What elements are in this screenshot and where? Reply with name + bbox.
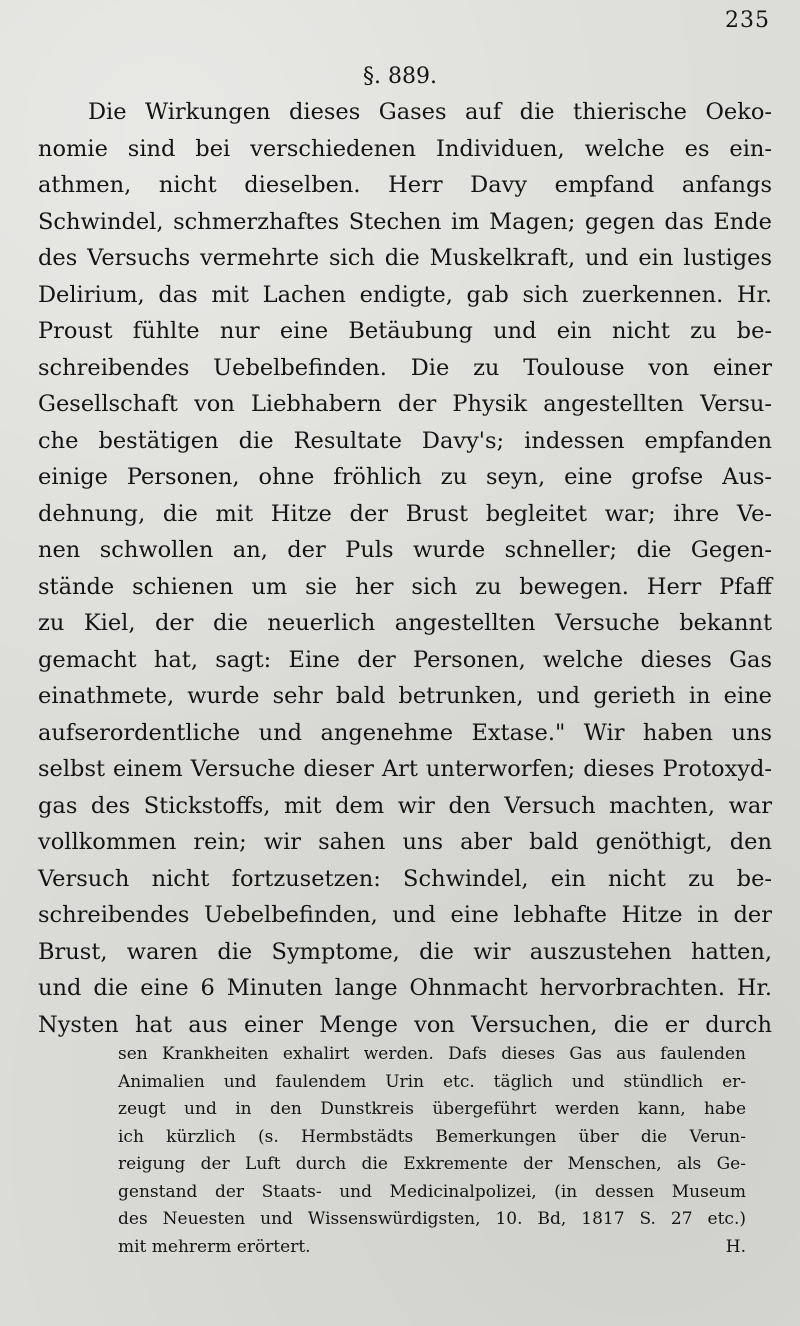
footnote-line: reigung der Luft durch die Exkremente der Menschen, als Ge- <box>118 1154 746 1174</box>
text-line: dehnung, die mit Hitze der Brust begleitet war; ihre Ve- <box>38 500 772 527</box>
section-heading: §. 889. <box>363 64 437 89</box>
page-number: 235 <box>725 8 770 33</box>
text-line: Die Wirkungen dieses Gases auf die thierische Oeko- <box>88 99 772 125</box>
footnote-last-line <box>118 1234 746 1262</box>
text-line: einige Personen, ohne fröhlich zu seyn, eine grofse Aus- <box>38 464 772 490</box>
footnote-signature: H. <box>725 1236 746 1257</box>
text-line: vollkommen rein; wir sahen uns aber bald genöthigt, den <box>38 829 772 855</box>
text-line: einathmete, wurde sehr bald betrunken, und gerieth in eine <box>38 683 772 709</box>
text-line: Gesellschaft von Liebhabern der Physik angestellten Versu- <box>38 391 772 417</box>
footnote-line-text: mit mehrerm erörtert. <box>118 1236 311 1257</box>
text-line: Versuch nicht fortzusetzen: Schwindel, ein nicht zu be- <box>38 865 772 892</box>
main-text-block <box>38 94 772 1043</box>
footnote-line: sen Krankheiten exhalirt werden. Dafs dieses Gas aus faulenden <box>118 1044 746 1064</box>
footnote-line: Animalien und faulendem Urin etc. täglich und stündlich er- <box>118 1071 746 1092</box>
text-line: Brust, waren die Symptome, die wir auszustehen hatten, <box>38 938 772 965</box>
text-line: nomie sind bei verschiedenen Individuen, welche es ein- <box>38 135 772 162</box>
footnote-line: des Neuesten und Wissenswürdigsten, 10. Bd, 1817 S. 27 etc.) <box>118 1209 746 1229</box>
text-line: Proust fühlte nur eine Betäubung und ein nicht zu be- <box>38 318 772 344</box>
text-line: selbst einem Versuche dieser Art unterworfen; dieses Protoxyd- <box>38 756 772 782</box>
text-line: che bestätigen die Resultate Davy's; indessen empfanden <box>38 427 772 454</box>
text-line: nen schwollen an, der Puls wurde schneller; die Gegen- <box>38 537 772 563</box>
footnote-block <box>118 1041 746 1261</box>
footnote-line: genstand der Staats- und Medicinalpolizei, (in dessen Museum <box>118 1181 746 1202</box>
text-line: Delirium, das mit Lachen endigte, gab sich zuerkennen. Hr. <box>38 281 772 308</box>
text-line: athmen, nicht dieselben. Herr Davy empfand anfangs <box>38 172 772 198</box>
text-line: stände schienen um sie her sich zu bewegen. Herr Pfaff <box>38 573 772 600</box>
text-line: des Versuchs vermehrte sich die Muskelkraft, und ein lustiges <box>38 245 772 271</box>
text-line: gas des Stickstoffs, mit dem wir den Versuch machten, war <box>38 792 772 819</box>
text-line: und die eine 6 Minuten lange Ohnmacht hervorbrachten. Hr. <box>38 975 772 1001</box>
text-line: Schwindel, schmerzhaftes Stechen im Magen; gegen das Ende <box>38 208 772 235</box>
text-line: schreibendes Uebelbefinden, und eine lebhafte Hitze in der <box>38 902 772 928</box>
footnote-line: ich kürzlich (s. Hermbstädts Bemerkungen über die Verun- <box>118 1126 746 1147</box>
text-line: aufserordentliche und angenehme Extase." Wir haben uns <box>38 719 772 746</box>
text-line: gemacht hat, sagt: Eine der Personen, welche dieses Gas <box>38 646 772 673</box>
text-line: zu Kiel, der die neuerlich angestellten Versuche bekannt <box>38 610 772 636</box>
text-line: Nysten hat aus einer Menge von Versuchen, die er durch <box>38 1011 772 1038</box>
text-line: schreibendes Uebelbefinden. Die zu Toulouse von einer <box>38 354 772 381</box>
footnote-line: zeugt und in den Dunstkreis übergeführt werden kann, habe <box>118 1099 746 1119</box>
